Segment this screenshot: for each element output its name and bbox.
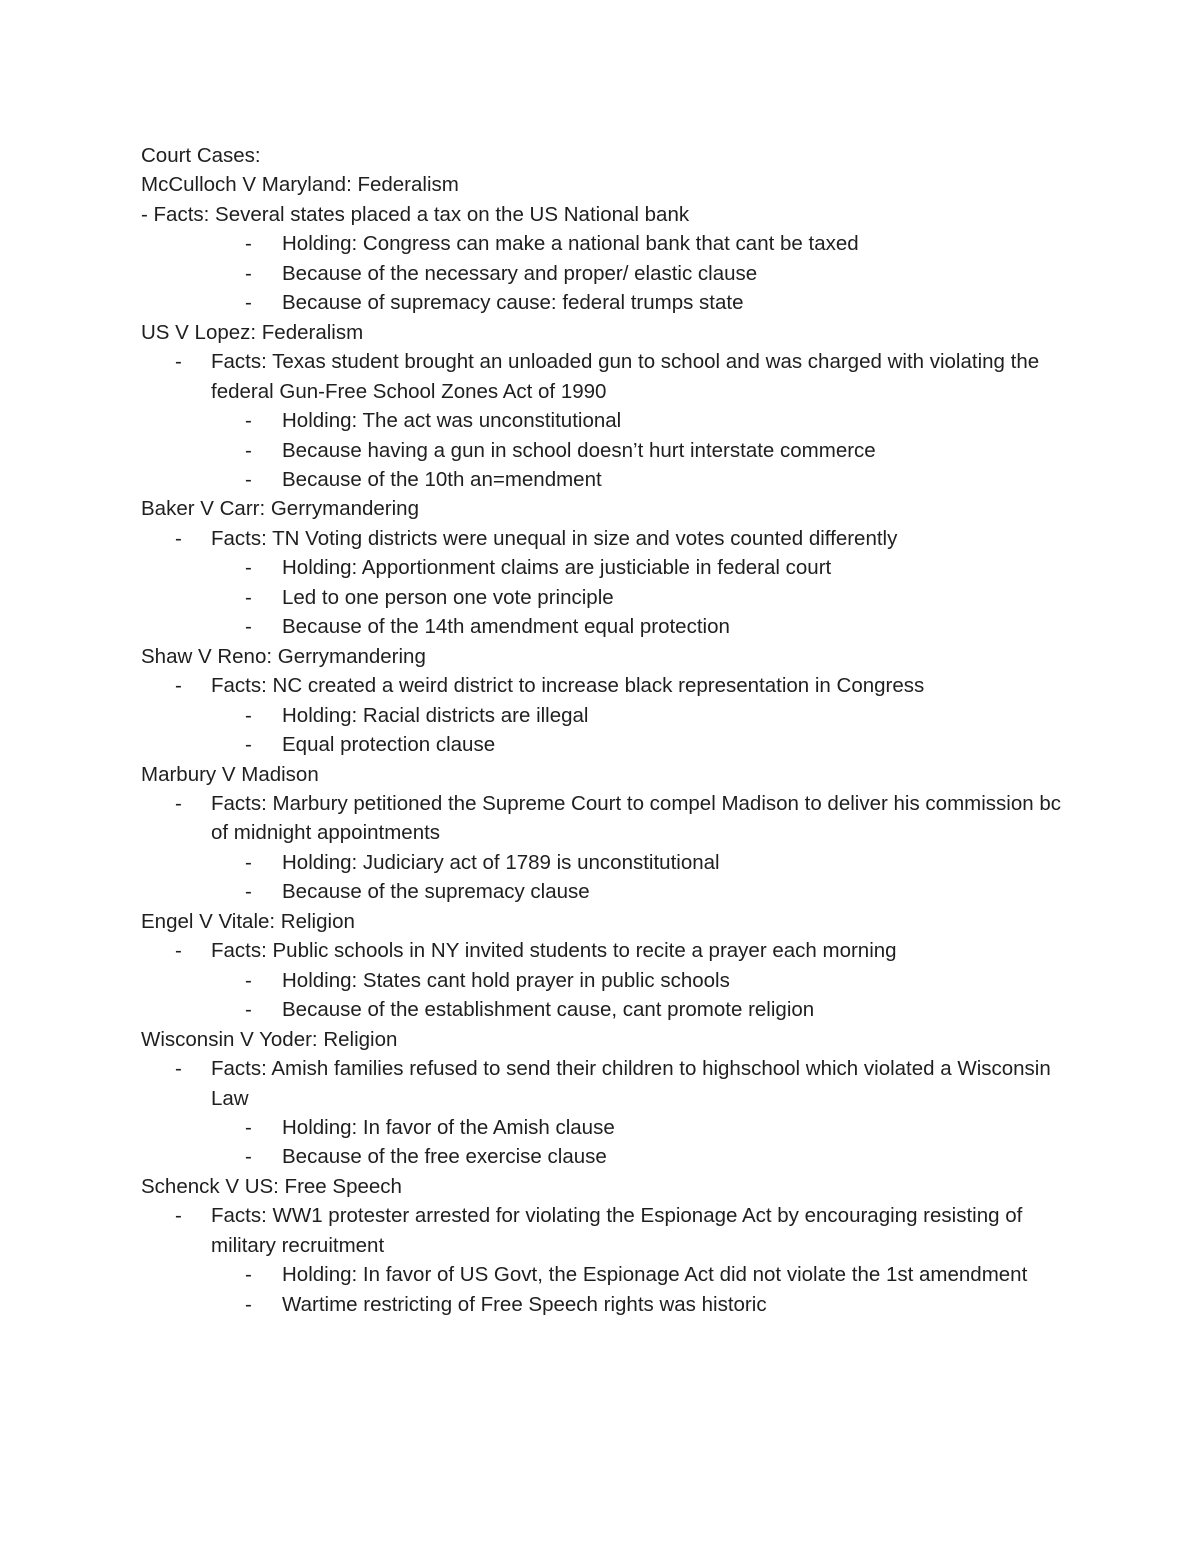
case-facts <box>141 524 1061 553</box>
case-heading: Schenck V US: Free Speech <box>141 1174 402 1198</box>
bullet-dash: - <box>245 880 252 904</box>
case-point-text: Led to one person one vote principle <box>282 585 614 609</box>
bullet-dash: - <box>245 733 252 757</box>
case-point <box>141 229 1061 258</box>
bullet-dash: - <box>245 261 252 285</box>
case-facts-text: Facts: Amish families refused to send their children to highschool which violated a Wisconsin Law <box>211 1057 1051 1110</box>
case-point-text: Holding: Judiciary act of 1789 is unconstitutional <box>282 850 720 874</box>
case-point-text: Holding: Racial districts are illegal <box>282 703 589 727</box>
case-point-text: Because of the establishment cause, cant promote religion <box>282 998 815 1022</box>
case-point <box>141 848 1061 877</box>
case-heading: Marbury V Madison <box>141 762 319 786</box>
case-point <box>141 406 1061 435</box>
bullet-dash: - <box>245 968 252 992</box>
case-facts <box>141 671 1061 700</box>
bullet-dash: - <box>175 939 182 963</box>
case-point <box>141 995 1061 1024</box>
case-point-text: Because of the necessary and proper/ elastic clause <box>282 261 758 285</box>
case-point <box>141 583 1061 612</box>
case-facts-text: Facts: WW1 protester arrested for violating the Espionage Act by encouraging resisting of military recruitment <box>211 1204 1023 1257</box>
case-point <box>141 877 1061 906</box>
case-point-text: Because of supremacy cause: federal trumps state <box>282 291 744 315</box>
case-heading: Shaw V Reno: Gerrymandering <box>141 644 426 668</box>
bullet-dash: - <box>245 1263 252 1287</box>
bullet-dash: - <box>245 232 252 256</box>
bullet-dash: - <box>245 1145 252 1169</box>
bullet-dash: - <box>245 615 252 639</box>
case-point <box>141 288 1061 317</box>
case-point-text: Because of the free exercise clause <box>282 1145 607 1169</box>
bullet-dash: - <box>245 1115 252 1139</box>
case-point <box>141 259 1061 288</box>
bullet-dash: - <box>245 850 252 874</box>
bullet-dash: - <box>175 1057 182 1081</box>
bullet-dash: - <box>245 291 252 315</box>
case-facts <box>141 789 1061 848</box>
bullet-dash: - <box>245 585 252 609</box>
bullet-dash: - <box>245 409 252 433</box>
case-point <box>141 966 1061 995</box>
case-facts-text: Facts: Texas student brought an unloaded gun to school and was charged with violating the federal Gun-Free School Zones Act of 1990 <box>211 350 1040 403</box>
case-facts-text: Facts: TN Voting districts were unequal in size and votes counted differently <box>211 526 898 550</box>
case-facts-text: Facts: Marbury petitioned the Supreme Court to compel Madison to deliver his commission bc of midnight appointments <box>211 791 1061 845</box>
case-point-text: Holding: States cant hold prayer in public schools <box>282 968 730 992</box>
case-point-text: Holding: In favor of US Govt, the Espionage Act did not violate the 1st amendment <box>282 1263 1028 1287</box>
case-point <box>141 612 1061 641</box>
case-heading: Engel V Vitale: Religion <box>141 909 355 933</box>
case-facts <box>141 1201 1061 1260</box>
bullet-dash: - <box>245 438 252 462</box>
case-facts <box>141 347 1061 406</box>
case-facts: - Facts: Several states placed a tax on the US National bank <box>141 202 690 226</box>
bullet-dash: - <box>175 1204 182 1228</box>
case-point <box>141 553 1061 582</box>
bullet-dash: - <box>175 674 182 698</box>
case-facts-text: Facts: NC created a weird district to increase black representation in Congress <box>211 674 925 698</box>
case-point <box>141 1142 1061 1171</box>
bullet-dash: - <box>175 791 182 815</box>
case-point <box>141 730 1061 759</box>
case-point <box>141 465 1061 494</box>
bullet-dash: - <box>245 556 252 580</box>
case-point <box>141 436 1061 465</box>
case-point <box>141 1260 1061 1289</box>
case-heading: US V Lopez: Federalism <box>141 320 364 344</box>
case-point-text: Because of the supremacy clause <box>282 880 590 904</box>
case-point <box>141 1113 1061 1142</box>
bullet-dash: - <box>245 998 252 1022</box>
case-heading: Baker V Carr: Gerrymandering <box>141 497 419 521</box>
case-point-text: Equal protection clause <box>282 733 496 757</box>
case-point-text: Holding: Congress can make a national bank that cant be taxed <box>282 232 859 256</box>
bullet-dash: - <box>245 703 252 727</box>
page-title: Court Cases: <box>141 144 261 167</box>
case-point-text: Because of the 14th amendment equal protection <box>282 615 730 639</box>
case-facts <box>141 936 1061 965</box>
case-point-text: Holding: Apportionment claims are justiciable in federal court <box>282 556 832 580</box>
case-heading: Wisconsin V Yoder: Religion <box>141 1027 398 1051</box>
case-point-text: Because of the 10th an=mendment <box>282 467 602 491</box>
bullet-dash: - <box>245 467 252 491</box>
bullet-dash: - <box>245 1292 252 1316</box>
bullet-dash: - <box>175 526 182 550</box>
case-heading: McCulloch V Maryland: Federalism <box>141 173 459 197</box>
case-facts <box>141 1054 1061 1113</box>
case-point-text: Because having a gun in school doesn’t hurt interstate commerce <box>282 438 876 462</box>
case-point-text: Holding: In favor of the Amish clause <box>282 1115 615 1139</box>
case-point <box>141 1290 1061 1319</box>
bullet-dash: - <box>175 350 182 374</box>
case-point-text: Wartime restricting of Free Speech rights was historic <box>282 1292 767 1316</box>
document-body <box>141 141 1061 1319</box>
case-point-text: Holding: The act was unconstitutional <box>282 409 622 433</box>
case-point <box>141 701 1061 730</box>
case-facts-text: Facts: Public schools in NY invited students to recite a prayer each morning <box>211 939 897 963</box>
